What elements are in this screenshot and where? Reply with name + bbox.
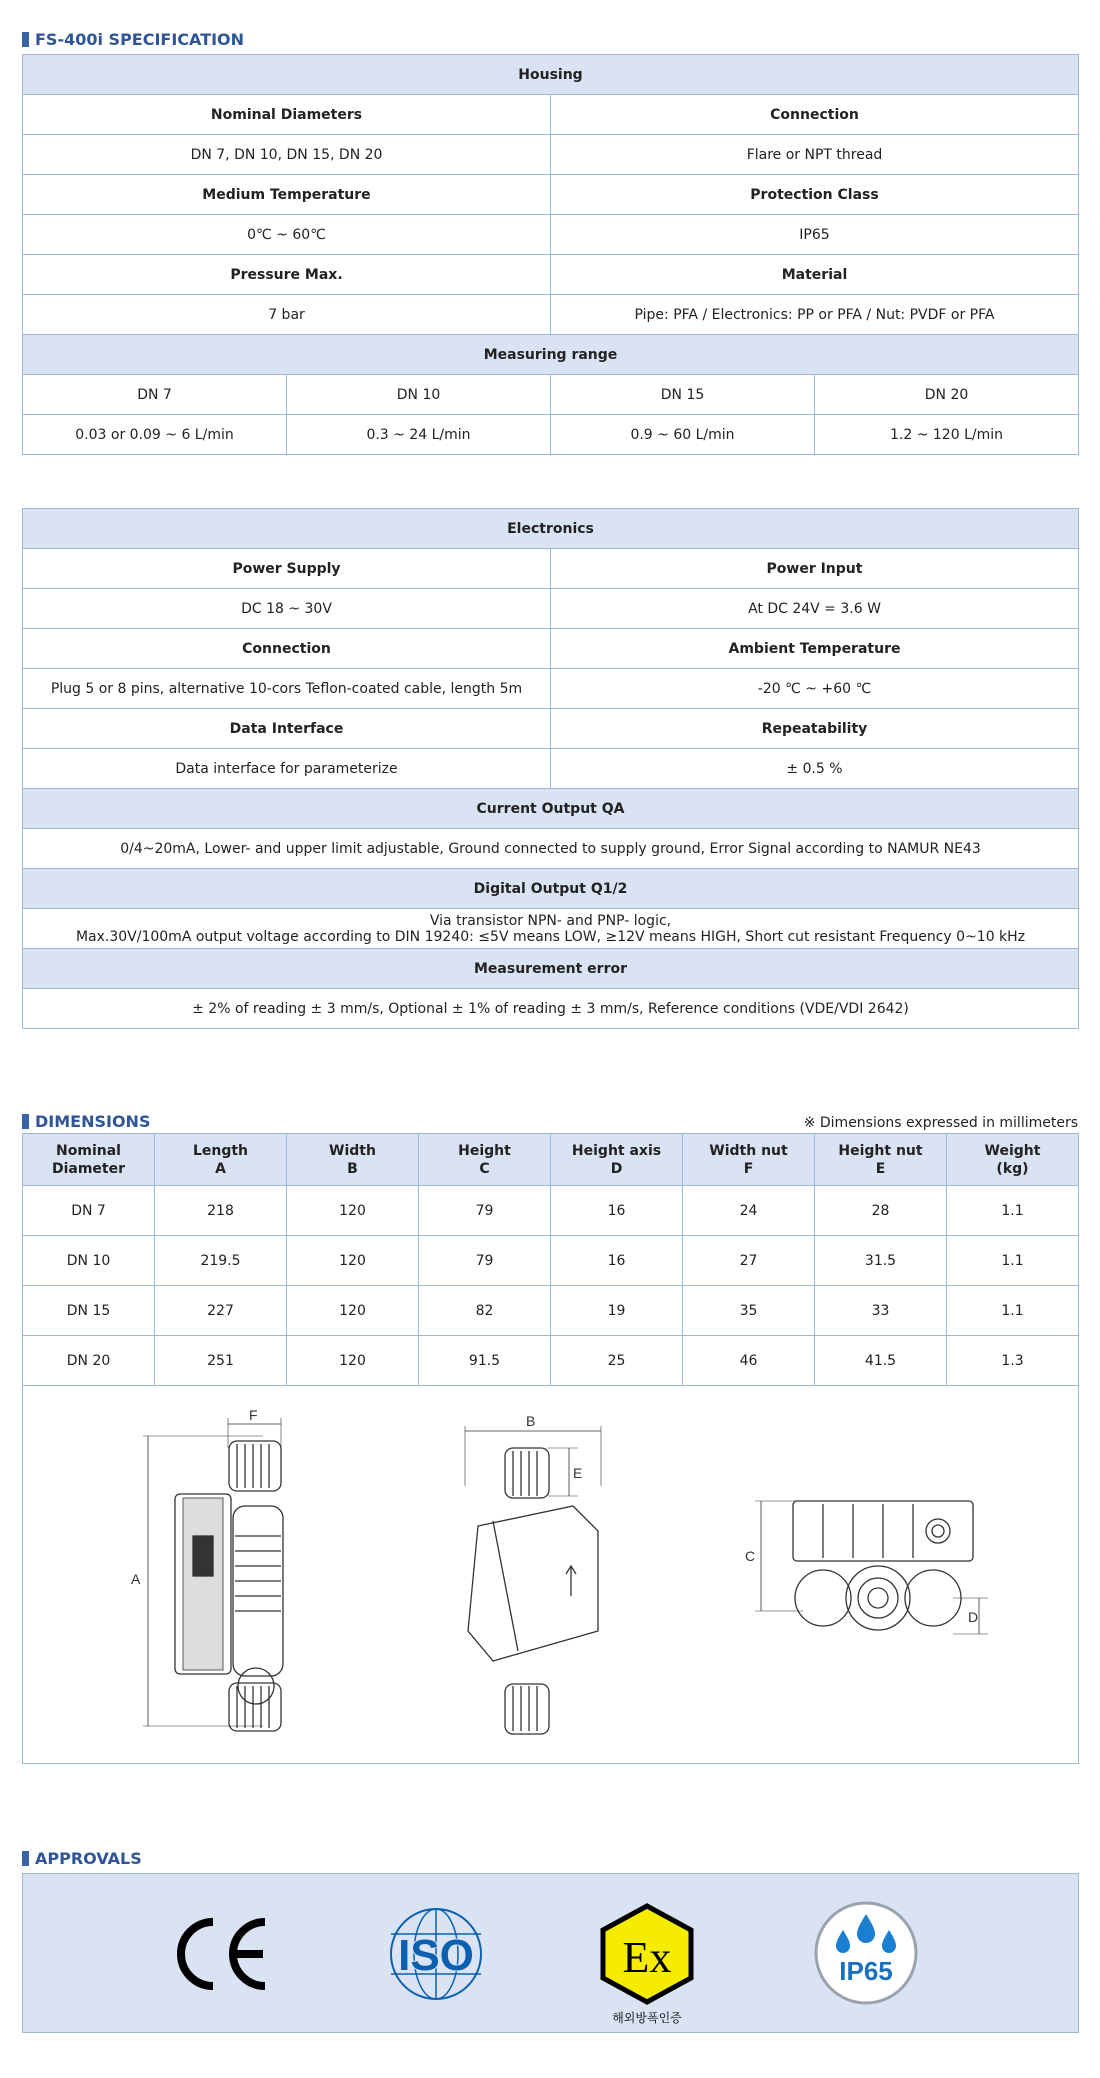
repeatability-label: Repeatability	[551, 709, 1079, 749]
dim-header-line2: F	[743, 1160, 754, 1177]
dim-header-line1: Height	[458, 1142, 511, 1159]
pressure-value: 7 bar	[23, 295, 551, 335]
ambient-value: -20 ℃ ~ +60 ℃	[551, 669, 1079, 709]
dim-cell: 1.1	[947, 1286, 1079, 1336]
dim-cell: 82	[419, 1286, 551, 1336]
dim-cell: 1.3	[947, 1336, 1079, 1386]
dim-cell: 35	[683, 1286, 815, 1336]
elec-connection-value: Plug 5 or 8 pins, alternative 10-cors Teflon-coated cable, length 5m	[23, 669, 551, 709]
dim-header-line2: B	[347, 1160, 358, 1177]
side-view-drawing	[465, 1413, 601, 1734]
dim-cell: 251	[155, 1336, 287, 1386]
dim-header-line1: Height axis	[571, 1142, 662, 1159]
dim-header-line2: A	[215, 1160, 226, 1177]
dim-cell: 46	[683, 1336, 815, 1386]
dimensions-table	[22, 1133, 1079, 1386]
dim-header-line1: Weight	[984, 1142, 1041, 1159]
dim-header-line2: C	[479, 1160, 490, 1177]
label-e: E	[573, 1465, 583, 1481]
protection-value: IP65	[551, 215, 1079, 255]
dim-cell: 91.5	[419, 1336, 551, 1386]
digital-output-value	[23, 909, 1079, 949]
dim-header-line2: D	[610, 1160, 623, 1177]
table-row	[23, 1236, 1079, 1286]
ambient-label: Ambient Temperature	[551, 629, 1079, 669]
table-row	[23, 1286, 1079, 1336]
ex-caption: 해외방폭인증	[612, 2011, 682, 2025]
dim-header-line2: E	[875, 1160, 886, 1177]
dim-cell: DN 20	[23, 1336, 155, 1386]
temp-value: 0℃ ~ 60℃	[23, 215, 551, 255]
label-a: A	[131, 1571, 141, 1587]
digital-output-line2: Max.30V/100mA output voltage according to DIN 19240: ≤5V means LOW, ≥12V means HIGH, Short cut resistant Frequency 0~10 kHz	[75, 928, 1026, 945]
dim-cell: 227	[155, 1286, 287, 1336]
section-marker	[22, 1851, 29, 1866]
dim-cell: 19	[551, 1286, 683, 1336]
dim-header-cell	[419, 1134, 551, 1186]
digital-output-header: Digital Output Q1/2	[23, 869, 1079, 909]
iso-text: ISO	[398, 1931, 474, 1980]
dim-cell: 79	[419, 1186, 551, 1236]
dim-header-cell	[551, 1134, 683, 1186]
dimensions-note: ※ Dimensions expressed in millimeters	[803, 1115, 1078, 1131]
dim-cell: 41.5	[815, 1336, 947, 1386]
measuring-size: DN 7	[23, 375, 287, 415]
front-view-drawing	[131, 1407, 283, 1731]
elec-connection-label: Connection	[23, 629, 551, 669]
current-output-header: Current Output QA	[23, 789, 1079, 829]
dim-cell: 24	[683, 1186, 815, 1236]
dim-header-line1: Nominal	[56, 1142, 121, 1159]
dimensions-title-text: DIMENSIONS	[35, 1111, 151, 1131]
dim-cell: 79	[419, 1236, 551, 1286]
measuring-range: 1.2 ~ 120 L/min	[815, 415, 1079, 455]
dim-cell: 1.1	[947, 1236, 1079, 1286]
housing-table	[22, 54, 1079, 455]
power-input-value: At DC 24V = 3.6 W	[551, 589, 1079, 629]
dim-cell: 218	[155, 1186, 287, 1236]
dim-header-line2: Diameter	[51, 1160, 126, 1177]
dim-header-cell	[815, 1134, 947, 1186]
material-value: Pipe: PFA / Electronics: PP or PFA / Nut: PVDF or PFA	[551, 295, 1079, 335]
material-label: Material	[551, 255, 1079, 295]
power-supply-value: DC 18 ~ 30V	[23, 589, 551, 629]
iso-globe-icon	[378, 1904, 494, 2004]
dim-cell: DN 7	[23, 1186, 155, 1236]
label-f: F	[249, 1407, 258, 1423]
dim-cell: 33	[815, 1286, 947, 1336]
measurement-error-header: Measurement error	[23, 949, 1079, 989]
power-input-label: Power Input	[551, 549, 1079, 589]
spec-title-text: FS-400i SPECIFICATION	[35, 29, 245, 49]
current-output-value: 0/4~20mA, Lower- and upper limit adjustable, Ground connected to supply ground, Error Signal according to NAMUR NE43	[23, 829, 1079, 869]
measuring-range: 0.03 or 0.09 ~ 6 L/min	[23, 415, 287, 455]
dim-header-cell	[287, 1134, 419, 1186]
dim-header-cell	[683, 1134, 815, 1186]
connection-value: Flare or NPT thread	[551, 135, 1079, 175]
section-marker	[22, 32, 29, 47]
approvals-title-text: APPROVALS	[35, 1848, 142, 1868]
dim-header-line2: (kg)	[996, 1160, 1029, 1177]
approvals-section-title	[22, 1847, 142, 1869]
dim-cell: 16	[551, 1236, 683, 1286]
iso-logo	[378, 1904, 494, 2004]
measuring-range: 0.9 ~ 60 L/min	[551, 415, 815, 455]
dimensions-section-title	[22, 1110, 150, 1132]
dim-header-line1: Height nut	[838, 1142, 923, 1159]
housing-header: Housing	[23, 55, 1079, 95]
repeatability-value: ± 0.5 %	[551, 749, 1079, 789]
dim-header-cell	[155, 1134, 287, 1186]
dim-header-cell	[23, 1134, 155, 1186]
table-row	[23, 1336, 1079, 1386]
dimension-drawings	[22, 1386, 1079, 1764]
temp-label: Medium Temperature	[23, 175, 551, 215]
measuring-size: DN 20	[815, 375, 1079, 415]
pressure-label: Pressure Max.	[23, 255, 551, 295]
ex-hexagon-icon	[591, 1902, 703, 2007]
power-supply-label: Power Supply	[23, 549, 551, 589]
measuring-size: DN 15	[551, 375, 815, 415]
ip65-droplet-icon	[813, 1900, 919, 2006]
measuring-header: Measuring range	[23, 335, 1079, 375]
electronics-table	[22, 508, 1079, 1029]
spec-section-title	[22, 28, 244, 50]
nominal-value: DN 7, DN 10, DN 15, DN 20	[23, 135, 551, 175]
nominal-label: Nominal Diameters	[23, 95, 551, 135]
dim-cell: 120	[287, 1286, 419, 1336]
label-b: B	[526, 1413, 536, 1429]
section-marker	[22, 1114, 29, 1129]
label-d: D	[968, 1609, 979, 1625]
electronics-header: Electronics	[23, 509, 1079, 549]
dim-cell: 120	[287, 1236, 419, 1286]
dim-cell: 27	[683, 1236, 815, 1286]
ex-text: Ex	[622, 1933, 672, 1982]
dim-cell: 25	[551, 1336, 683, 1386]
dim-cell: DN 15	[23, 1286, 155, 1336]
measuring-size: DN 10	[287, 375, 551, 415]
dim-cell: 28	[815, 1186, 947, 1236]
dim-header-cell	[947, 1134, 1079, 1186]
dim-cell: 16	[551, 1186, 683, 1236]
ce-logo	[171, 1914, 271, 1994]
ce-logo-icon	[171, 1914, 271, 1994]
dim-cell: 219.5	[155, 1236, 287, 1286]
bottom-view-drawing	[745, 1501, 988, 1634]
dim-header-line1: Width	[329, 1142, 376, 1159]
data-interface-value: Data interface for parameterize	[23, 749, 551, 789]
measuring-range: 0.3 ~ 24 L/min	[287, 415, 551, 455]
data-interface-label: Data Interface	[23, 709, 551, 749]
dim-cell: 31.5	[815, 1236, 947, 1286]
protection-label: Protection Class	[551, 175, 1079, 215]
dim-cell: DN 10	[23, 1236, 155, 1286]
dim-cell: 1.1	[947, 1186, 1079, 1236]
dim-cell: 120	[287, 1186, 419, 1236]
measurement-error-value: ± 2% of reading ± 3 mm/s, Optional ± 1% of reading ± 3 mm/s, Reference conditions (VDE/VDI 2642)	[23, 989, 1079, 1029]
dim-cell: 120	[287, 1336, 419, 1386]
ip65-text: IP65	[839, 1956, 893, 1986]
drawings-svg	[23, 1386, 1078, 1762]
label-c: C	[745, 1548, 756, 1564]
ex-logo	[591, 1902, 703, 2025]
connection-label: Connection	[551, 95, 1079, 135]
dim-header-line1: Length	[192, 1142, 249, 1159]
ip65-logo	[813, 1900, 919, 2006]
approvals-logos	[22, 1873, 1079, 2033]
dim-header-line1: Width nut	[709, 1142, 788, 1159]
table-row	[23, 1186, 1079, 1236]
digital-output-line1: Via transistor NPN- and PNP- logic,	[429, 912, 672, 929]
